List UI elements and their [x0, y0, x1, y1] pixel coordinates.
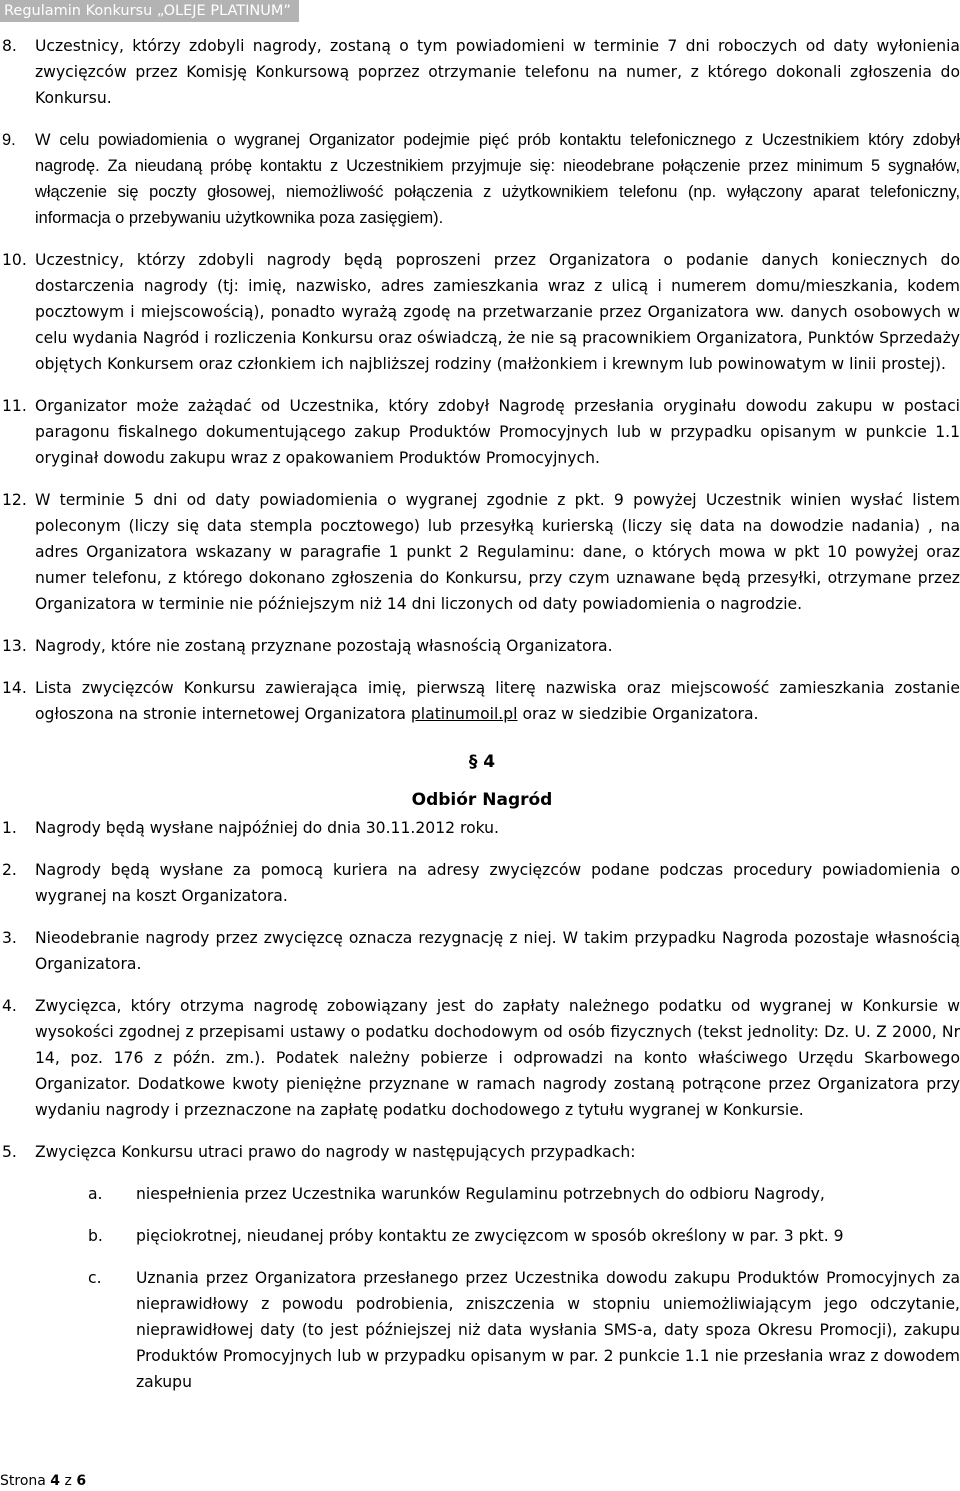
- list-item: [0, 33, 960, 111]
- item-text: W celu powiadomienia o wygranej Organizator podejmie pięć prób kontaktu telefonicznego z Uczestnikiem który zdobył nagrodę. Za nieudaną próbę kontaktu z Uczestnikiem przyjmuje się: nieodebrane połączenie przez minimum 5 sygnałów, włączenie się poczty głosowej, niemożliwość połączenia z użytkownikiem telefonu (np. wyłączony aparat telefoniczny, informacja o przebywaniu użytkownika poza zasięgiem).: [35, 131, 960, 227]
- item-text: Nagrody, które nie zostaną przyznane pozostają własnością Organizatora.: [35, 637, 613, 655]
- list-item: [0, 857, 960, 909]
- footer-total-pages: 6: [76, 1473, 87, 1489]
- item-text: W terminie 5 dni od daty powiadomienia o wygranej zgodnie z pkt. 9 powyżej Uczestnik winien wysłać listem poleconym (liczy się data stempla pocztowego) lub przesyłką kurierską (liczy się data na dowodzie nadania) , na adres Organizatora wskazany w paragrafie 1 punkt 2 Regulaminu: dane, o których mowa w pkt 10 powyżej oraz numer telefonu, z którego dokonano zgłoszenia do Konkursu, przy czym uznawane będą przesyłki, otrzymane przez Organizatora w terminie nie późniejszym niż 14 dni liczonych od daty powiadomienia o nagrodzie.: [35, 491, 960, 613]
- item-number: 11.: [2, 397, 27, 415]
- item-text: Nagrody będą wysłane najpóźniej do dnia 30.11.2012 roku.: [35, 819, 499, 837]
- item-number: 10.: [2, 251, 27, 269]
- sub-list-item: [0, 1181, 960, 1207]
- item-number: 14.: [2, 679, 27, 697]
- list-item: [0, 993, 960, 1123]
- item-text-part: oraz w siedzibie Organizatora.: [517, 705, 759, 723]
- header-title: Regulamin Konkursu „OLEJE PLATINUM”: [4, 3, 291, 19]
- list-item: [0, 633, 960, 659]
- document-body: [0, 33, 960, 1411]
- item-text: Nieodebranie nagrody przez zwycięzcę oznacza rezygnację z niej. W takim przypadku Nagroda pozostaje własnością Organizatora.: [35, 929, 960, 973]
- item-text: Nagrody będą wysłane za pomocą kuriera na adresy zwycięzców podane podczas procedury powiadomienia o wygranej na koszt Organizatora.: [35, 861, 960, 905]
- footer-label: Strona: [0, 1473, 46, 1489]
- list-item: [0, 247, 960, 377]
- item-number: 8.: [2, 37, 17, 55]
- footer-page-number: 4: [50, 1473, 61, 1489]
- item-number: 2.: [2, 861, 17, 879]
- list-item: [0, 487, 960, 617]
- list-item: [0, 925, 960, 977]
- list-item: [0, 675, 960, 727]
- website-link[interactable]: platinumoil.pl: [410, 705, 518, 723]
- item-number: 3.: [2, 929, 17, 947]
- sub-item-text: niespełnienia przez Uczestnika warunków Regulaminu potrzebnych do odbioru Nagrody,: [136, 1185, 825, 1203]
- item-text-part: Lista zwycięzców Konkursu zawierająca imię, pierwszą literę nazwiska oraz miejscowość zamieszkania zostanie ogłoszona na stronie internetowej Organizatora: [35, 679, 960, 723]
- sub-item-text: pięciokrotnej, nieudanej próby kontaktu ze zwycięzcom w sposób określony w par. 3 pkt. 9: [136, 1227, 844, 1245]
- section-sign: § 4: [468, 752, 496, 772]
- item-text: Zwycięzca Konkursu utraci prawo do nagrody w następujących przypadkach:: [35, 1143, 636, 1161]
- item-text: Zwycięzca, który otrzyma nagrodę zobowiązany jest do zapłaty należnego podatku od wygranej w Konkursie w wysokości zgodnej z przepisami ustawy o podatku dochodowym od osób fizycznych (tekst jednolity: Dz. U. Z 2000, Nr 14, poz. 176 z późn. zm.). Podatek należny pobierze i odprowadzi na konto właściwego Urzędu Skarbowego Organizator. Dodatkowe kwoty pieniężne przyznane w ramach nagrody zostaną potrącone przez Organizatora przy wydaniu nagrody i przeznaczone na zapłatę podatku dochodowego z tytułu wygranej w Konkursie.: [35, 997, 960, 1119]
- item-text: Organizator może zażądać od Uczestnika, który zdobył Nagrodę przesłania oryginału dowodu zakupu w postaci paragonu fiskalnego dokumentującego zakup Produktów Promocyjnych lub w przypadku opisanym w punkcie 1.1 oryginał dowodu zakupu wraz z opakowaniem Produktów Promocyjnych.: [35, 397, 960, 467]
- item-text: [35, 675, 960, 727]
- item-text: Uczestnicy, którzy zdobyli nagrody, zostaną o tym powiadomieni w terminie 7 dni roboczych od daty wyłonienia zwycięzców przez Komisję Konkursową poprzez otrzymanie telefonu na numer, z którego dokonali zgłoszenia do Konkursu.: [35, 37, 960, 107]
- item-number: 1.: [2, 819, 17, 837]
- list-item: [0, 393, 960, 471]
- sub-item-letter: a.: [88, 1185, 103, 1203]
- list-item: [0, 1139, 960, 1165]
- list-item: [0, 127, 960, 231]
- sub-item-letter: b.: [88, 1227, 103, 1245]
- page-footer: [0, 1472, 86, 1490]
- document-header: [0, 0, 299, 22]
- item-number: 12.: [2, 491, 27, 509]
- item-number: 5.: [2, 1143, 17, 1161]
- item-number: 4.: [2, 997, 17, 1015]
- item-number: 13.: [2, 637, 27, 655]
- item-text: Uczestnicy, którzy zdobyli nagrody będą poproszeni przez Organizatora o podanie danych koniecznych do dostarczenia nagrody (tj: imię, nazwisko, adres zamieszkania wraz z ulicą i numerem domu/mieszkania, kodem pocztowym i miejscowością), ponadto wyrażą zgodę na przetwarzanie przez Organizatora ww. danych osobowych w celu wydania Nagród i rozliczenia Konkursu oraz oświadczą, że nie są pracownikiem Organizatora, Punktów Sprzedaży objętych Konkursem oraz członkiem ich najbliższej rodziny (małżonkiem i krewnym lub powinowatym w linii prostej).: [35, 251, 960, 373]
- sub-item-text: Uznania przez Organizatora przesłanego przez Uczestnika dowodu zakupu Produktów Promocyjnych za nieprawidłowy z powodu podrobienia, zniszczenia w stopniu uniemożliwiającym jego odczytanie, nieprawidłowej daty (to jest późniejszej niż data wysłania SMS-a, daty spoza Okresu Promocji), zakupu Produktów Promocyjnych lub w przypadku opisanym w par. 2 punkcie 1.1 nie przesłania wraz z dowodem zakupu: [136, 1269, 960, 1391]
- item-number: 9.: [2, 131, 16, 149]
- list-item: [0, 815, 960, 841]
- sub-list-item: [0, 1223, 960, 1249]
- sub-list-item: [0, 1265, 960, 1395]
- sub-item-letter: c.: [88, 1269, 102, 1287]
- section-title: Odbiór Nagród: [411, 790, 553, 810]
- footer-separator: z: [64, 1473, 72, 1489]
